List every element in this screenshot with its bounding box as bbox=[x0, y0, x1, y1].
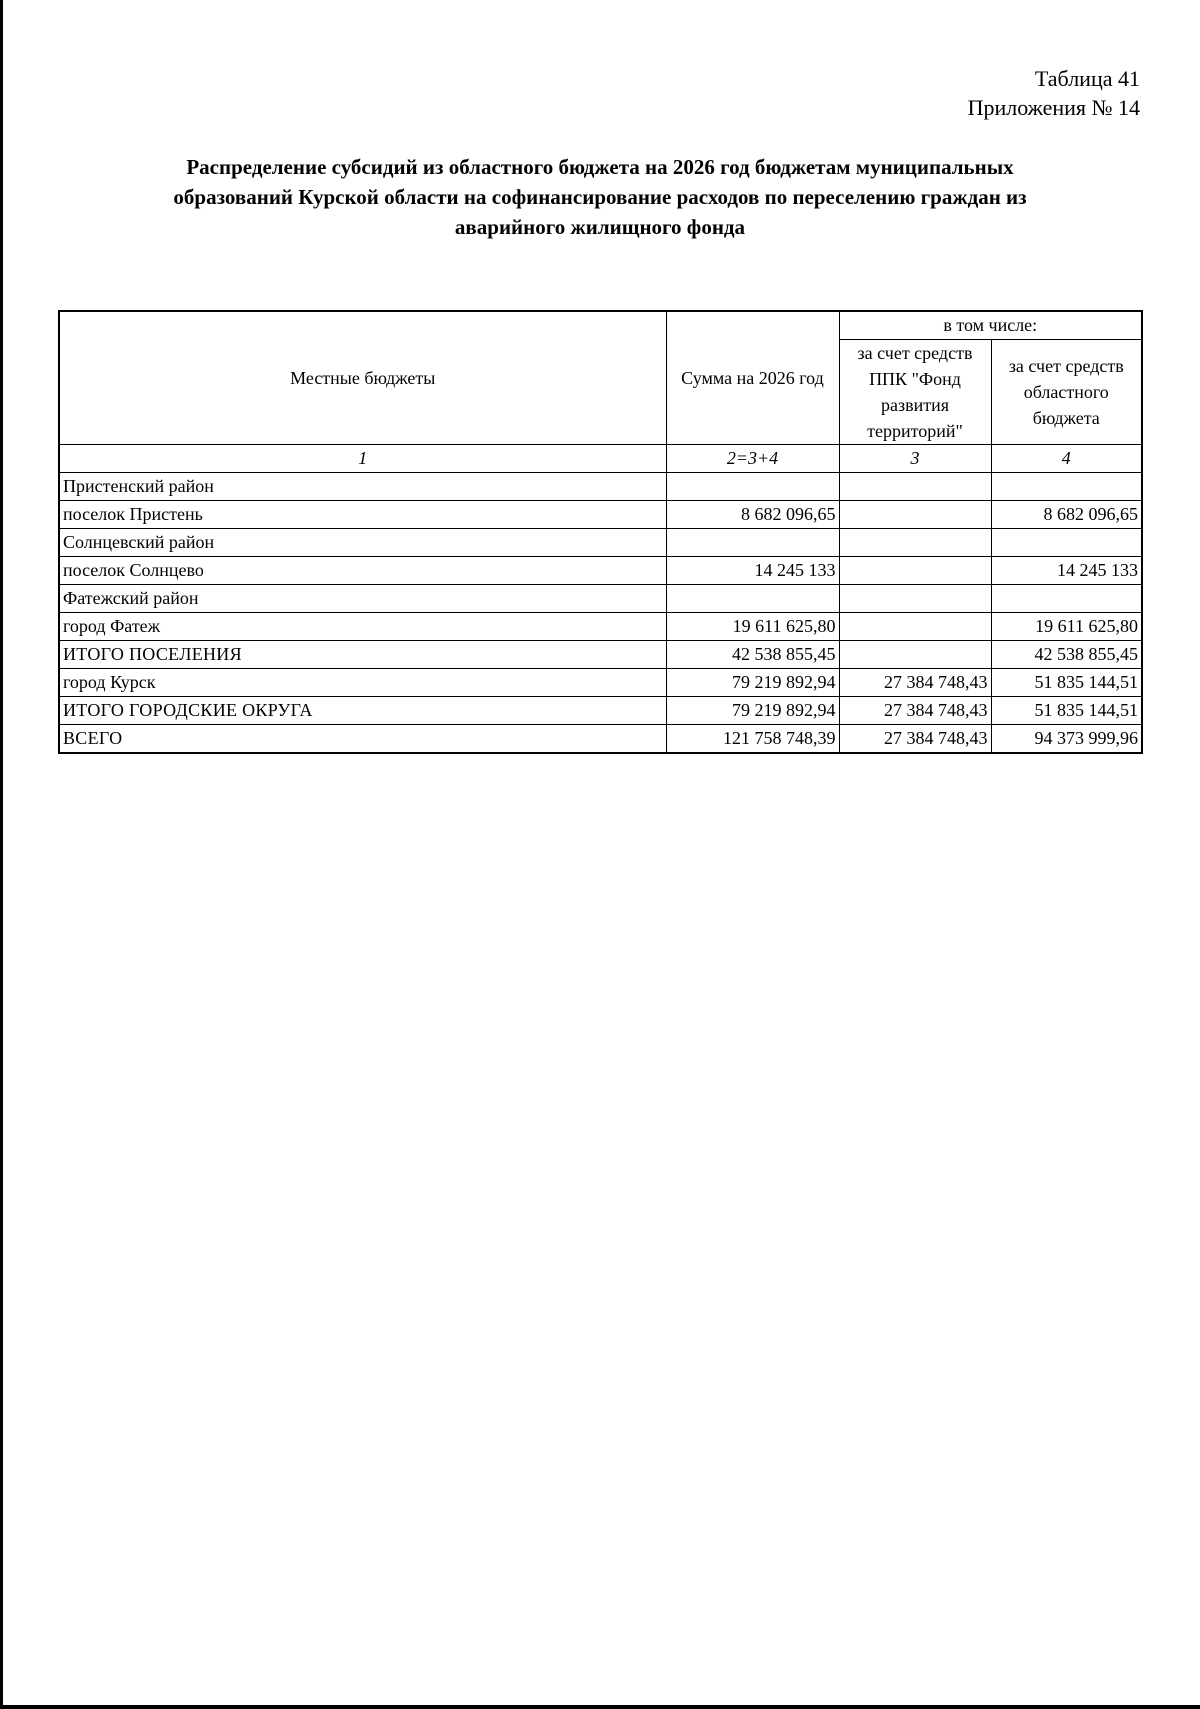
fund-cell bbox=[839, 557, 991, 585]
fund-cell: 27 384 748,43 bbox=[839, 697, 991, 725]
header-regional-budget: за счет средств областного бюджета bbox=[991, 340, 1142, 445]
settlement-name: поселок Солнцево bbox=[59, 557, 666, 585]
table-row bbox=[59, 473, 1142, 501]
appendix-number: Приложения № 14 bbox=[967, 95, 1140, 120]
fund-cell bbox=[839, 473, 991, 501]
fund-cell bbox=[839, 501, 991, 529]
column-index: 4 bbox=[991, 445, 1142, 473]
sum-cell bbox=[666, 585, 839, 613]
district-name: Пристенский район bbox=[59, 473, 666, 501]
column-index: 1 bbox=[59, 445, 666, 473]
region-cell: 19 611 625,80 bbox=[991, 613, 1142, 641]
region-cell: 8 682 096,65 bbox=[991, 501, 1142, 529]
scan-bottom-edge bbox=[0, 1705, 1200, 1709]
total-label: ВСЕГО bbox=[59, 725, 666, 754]
subtotal-label: ИТОГО ПОСЕЛЕНИЯ bbox=[59, 641, 666, 669]
settlement-name: поселок Пристень bbox=[59, 501, 666, 529]
header-local-budgets: Местные бюджеты bbox=[59, 311, 666, 445]
title-line-3: аварийного жилищного фонда bbox=[454, 215, 746, 239]
title-line-2: образований Курской области на софинансирование расходов по переселению граждан из bbox=[173, 185, 1027, 209]
sum-cell bbox=[666, 473, 839, 501]
column-index-row bbox=[59, 445, 1142, 473]
table-row bbox=[59, 501, 1142, 529]
sum-cell: 42 538 855,45 bbox=[666, 641, 839, 669]
region-cell: 51 835 144,51 bbox=[991, 697, 1142, 725]
total-sum-cell: 121 758 748,39 bbox=[666, 725, 839, 754]
district-name: Солнцевский район bbox=[59, 529, 666, 557]
table-row bbox=[59, 585, 1142, 613]
sum-cell: 19 611 625,80 bbox=[666, 613, 839, 641]
table-row bbox=[59, 613, 1142, 641]
table-reference bbox=[968, 64, 1140, 122]
column-index: 2=3+4 bbox=[666, 445, 839, 473]
region-cell bbox=[991, 473, 1142, 501]
total-fund-cell: 27 384 748,43 bbox=[839, 725, 991, 754]
subtotal-label: ИТОГО ГОРОДСКИЕ ОКРУГА bbox=[59, 697, 666, 725]
table-row-total bbox=[59, 725, 1142, 754]
fund-cell bbox=[839, 613, 991, 641]
table-row bbox=[59, 641, 1142, 669]
region-cell: 51 835 144,51 bbox=[991, 669, 1142, 697]
document-title bbox=[80, 152, 1120, 242]
region-cell: 42 538 855,45 bbox=[991, 641, 1142, 669]
fund-cell bbox=[839, 529, 991, 557]
sum-cell: 14 245 133 bbox=[666, 557, 839, 585]
table-row bbox=[59, 669, 1142, 697]
sum-cell bbox=[666, 529, 839, 557]
column-index: 3 bbox=[839, 445, 991, 473]
table-row bbox=[59, 697, 1142, 725]
table-row bbox=[59, 557, 1142, 585]
table-number: Таблица 41 bbox=[1034, 66, 1140, 91]
settlement-name: город Курск bbox=[59, 669, 666, 697]
title-line-1: Распределение субсидий из областного бюджета на 2026 год бюджетам муниципальных bbox=[186, 155, 1014, 179]
header-sum-2026: Сумма на 2026 год bbox=[666, 311, 839, 445]
fund-cell bbox=[839, 585, 991, 613]
region-cell bbox=[991, 585, 1142, 613]
total-region-cell: 94 373 999,96 bbox=[991, 725, 1142, 754]
subsidy-table bbox=[58, 310, 1143, 754]
region-cell: 14 245 133 bbox=[991, 557, 1142, 585]
header-including: в том числе: bbox=[839, 311, 1142, 340]
table-row bbox=[59, 529, 1142, 557]
sum-cell: 79 219 892,94 bbox=[666, 697, 839, 725]
region-cell bbox=[991, 529, 1142, 557]
fund-cell bbox=[839, 641, 991, 669]
sum-cell: 79 219 892,94 bbox=[666, 669, 839, 697]
settlement-name: город Фатеж bbox=[59, 613, 666, 641]
scan-left-edge bbox=[0, 0, 3, 1709]
fund-cell: 27 384 748,43 bbox=[839, 669, 991, 697]
sum-cell: 8 682 096,65 bbox=[666, 501, 839, 529]
district-name: Фатежский район bbox=[59, 585, 666, 613]
header-fund-development: за счет средств ППК "Фонд развития территорий" bbox=[839, 340, 991, 445]
